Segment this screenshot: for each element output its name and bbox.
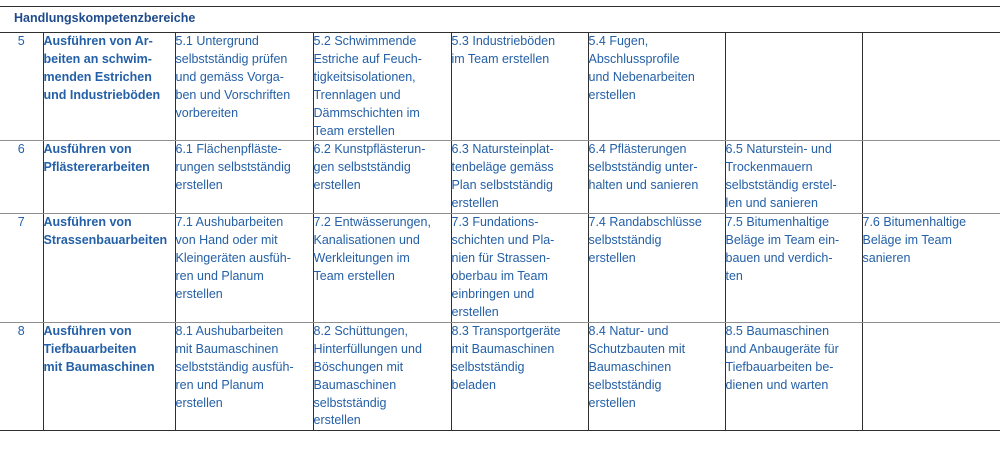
competence-cell: 5.1 Untergrund selbstständig prüfen und gemäss Vorga- ben und Vorschriften vorbereiten: [175, 33, 313, 141]
row-title: Ausführen von Ar- beiten an schwim- menden Estrichen und Industrieböden: [43, 33, 175, 141]
competence-cell: 8.2 Schüttungen, Hinterfüllungen und Böschungen mit Baumaschinen selbstständig erstellen: [313, 322, 451, 430]
table-row: [0, 33, 1000, 141]
section-heading: Handlungskompetenzbereiche: [14, 11, 196, 25]
top-rule: [0, 6, 1000, 7]
competence-cell: 5.2 Schwimmende Estriche auf Feuch- tigkeitsisolationen, Trennlagen und Dämmschichten im Team erstellen: [313, 33, 451, 141]
competence-cell: 7.4 Randabschlüsse selbstständig erstellen: [588, 214, 725, 322]
empty-cell: [725, 33, 862, 141]
competence-cell: 6.5 Naturstein- und Trockenmauern selbstständig erstel- len und sanieren: [725, 141, 862, 214]
table-row: [0, 322, 1000, 430]
empty-cell: [862, 322, 1000, 430]
row-number: 5: [0, 33, 43, 141]
competence-cell: 6.3 Natursteinplat- tenbeläge gemäss Plan selbstständig erstellen: [451, 141, 588, 214]
row-number: 7: [0, 214, 43, 322]
competence-cell: 6.1 Flächenpfläste- rungen selbstständig erstellen: [175, 141, 313, 214]
empty-cell: [862, 141, 1000, 214]
competence-cell: 5.3 Industrieböden im Team erstellen: [451, 33, 588, 141]
competence-cell: 8.5 Baumaschinen und Anbaugeräte für Tiefbauarbeiten be- dienen und warten: [725, 322, 862, 430]
competence-cell: 7.2 Entwässerungen, Kanalisationen und Werkleitungen im Team erstellen: [313, 214, 451, 322]
row-title: Ausführen von Pflästererarbeiten: [43, 141, 175, 214]
competence-cell: 8.4 Natur- und Schutzbauten mit Baumaschinen selbstständig erstellen: [588, 322, 725, 430]
competence-cell: 5.4 Fugen, Abschlussprofile und Nebenarbeiten erstellen: [588, 33, 725, 141]
competence-cell: 7.5 Bitumenhaltige Beläge im Team ein- bauen und verdich- ten: [725, 214, 862, 322]
competence-cell: 8.1 Aushubarbeiten mit Baumaschinen selbstständig ausfüh- ren und Planum erstellen: [175, 322, 313, 430]
competence-cell: 7.6 Bitumenhaltige Beläge im Team sanieren: [862, 214, 1000, 322]
row-title: Ausführen von Tiefbauarbeiten mit Baumaschinen: [43, 322, 175, 430]
table-row: [0, 141, 1000, 214]
empty-cell: [862, 33, 1000, 141]
row-number: 6: [0, 141, 43, 214]
competence-table: [0, 32, 1000, 431]
competence-cell: 6.2 Kunstpflästerun- gen selbstständig erstellen: [313, 141, 451, 214]
row-title: Ausführen von Strassenbauarbeiten: [43, 214, 175, 322]
competence-cell: 6.4 Pflästerungen selbstständig unter- halten und sanieren: [588, 141, 725, 214]
competence-cell: 7.3 Fundations- schichten und Pla- nien für Strassen- oberbau im Team einbringen und erstellen: [451, 214, 588, 322]
competence-cell: 8.3 Transportgeräte mit Baumaschinen selbstständig beladen: [451, 322, 588, 430]
row-number: 8: [0, 322, 43, 430]
competence-cell: 7.1 Aushubarbeiten von Hand oder mit Kleingeräten ausfüh- ren und Planum erstellen: [175, 214, 313, 322]
table-row: [0, 214, 1000, 322]
